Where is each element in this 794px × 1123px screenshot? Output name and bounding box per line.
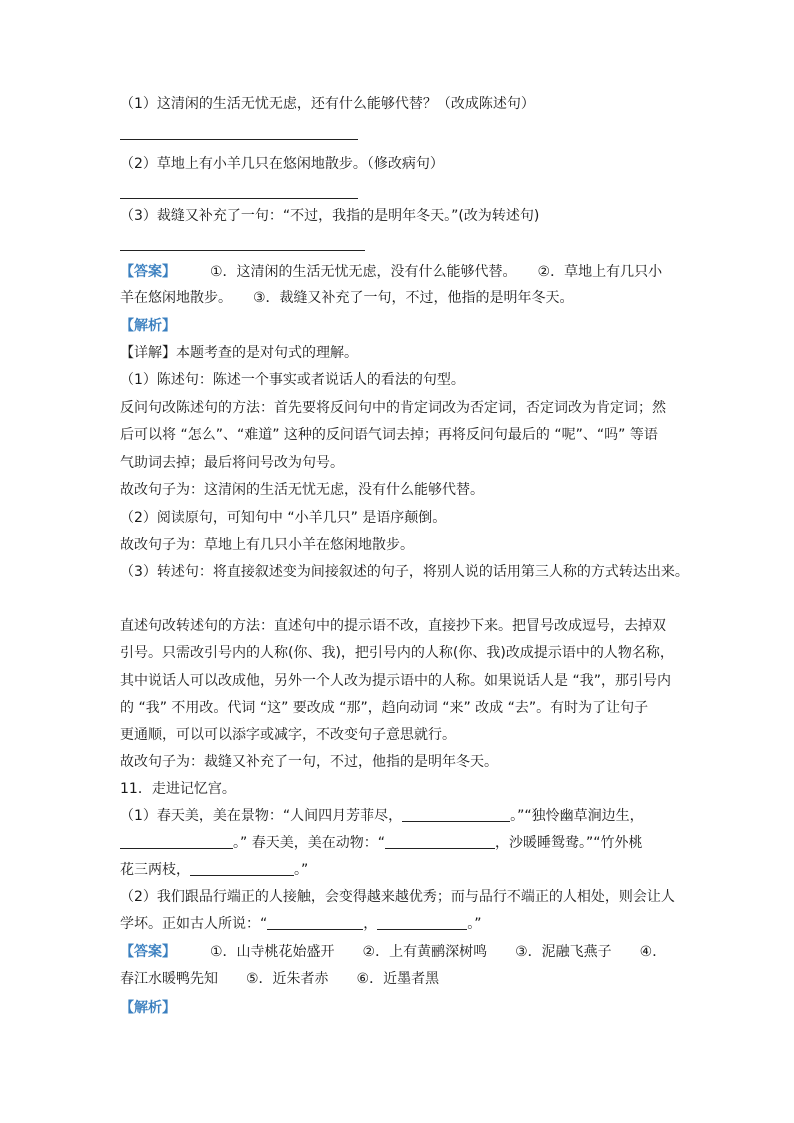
detail-line: 的 “我” 不用改。代词 “这” 要改成 “那”，趋向动词 “来” 改成 “去”。有时为了让句子 [120, 700, 649, 716]
answer-line: 春江水暖鸭先知 ⑤．近朱者赤 ⑥．近墨者黑 [120, 971, 440, 987]
detail-line: 引号。只需改引号内的人称(你、我)，把引号内的人称(你、我)改成提示语中的人物名称， [120, 645, 674, 661]
q11-line: 花三两枝， 。” [120, 862, 309, 878]
detail-line: 其中说话人可以改成他，另外一个人改为提示语中的人称。如果说话人是 “我”，那引号内 [120, 673, 671, 689]
answer-tag: 【答案】 [120, 264, 176, 280]
q11-title: 11．走进记忆宫。 [120, 781, 236, 797]
answer-blank-line [120, 198, 358, 199]
answer-text: ①．这清闲的生活无忧无虑，没有什么能够代替。 ②．草地上有几只小 [210, 264, 663, 280]
detail-line: 反问句改陈述句的方法：首先要将反问句中的肯定词改为否定词，否定词改为肯定词；然 [120, 400, 666, 416]
detail-line: 直述句改转述句的方法：直述句中的提示语不改，直接抄下来。把冒号改成逗号，去掉双 [120, 618, 666, 634]
detail-line: 更通顺，可以可以添字或减字，不改变句子意思就行。 [120, 727, 456, 743]
answer-text: ①．山寺桃花始盛开 ②．上有黄鹂深树鸣 ③．泥融飞燕子 ④． [210, 944, 667, 960]
q11-line: 学坏。正如古人所说：“ ， 。” [120, 916, 482, 932]
detail-line: （1）陈述句：陈述一个事实或者说话人的看法的句型。 [120, 372, 465, 388]
answer-line [120, 942, 666, 962]
fill-blank[interactable] [120, 834, 233, 849]
detail-line: 故改句子为：这清闲的生活无忧无虑，没有什么能够代替。 [120, 482, 484, 498]
detail-line: 故改句子为：裁缝又补充了一句，不过，他指的是明年冬天。 [120, 754, 498, 770]
q10-part1: （1）这清闲的生活无忧无虑，还有什么能够代替？（改成陈述句） [120, 96, 535, 112]
analysis-tag: 【解析】 [120, 1000, 176, 1016]
q11-line: 。” 春天美，美在动物：“ ，沙暖睡鸳鸯。”“竹外桃 [120, 833, 642, 853]
q10-part3: （3）裁缝又补充了一句：“不过，我指的是明年冬天。”(改为转述句) [120, 208, 540, 224]
fill-blank[interactable] [267, 915, 363, 930]
fill-blank[interactable] [402, 807, 510, 822]
q10-part2: （2）草地上有小羊几只在悠闲地散步。（修改病句） [120, 156, 444, 172]
detail-line: （3）转述句：将直接叙述变为间接叙述的句子，将别人说的话用第三人称的方式转达出来。 [120, 564, 689, 580]
detail-line: 故改句子为：草地上有几只小羊在悠闲地散步。 [120, 537, 414, 553]
answer-blank-line [120, 139, 358, 140]
analysis-tag: 【解析】 [120, 318, 176, 334]
fill-blank[interactable] [385, 834, 495, 849]
answer-line: 羊在悠闲地散步。 ③．裁缝又补充了一句，不过，他指的是明年冬天。 [120, 290, 574, 306]
fill-blank[interactable] [190, 861, 294, 876]
answer-blank-line [120, 250, 365, 251]
detail-line: 后可以将 “怎么”、“难道” 这种的反问语气词去掉；再将反问句最后的 “呢”、“吗” 等语 [120, 427, 658, 443]
detail-line: 气助词去掉；最后将问号改为句号。 [120, 455, 344, 471]
answer-tag: 【答案】 [120, 944, 176, 960]
detail-line: 【详解】本题考查的是对句式的理解。 [120, 345, 358, 361]
q11-line: （2）我们跟品行端正的人接触，会变得越来越优秀；而与品行不端正的人相处，则会让人 [120, 889, 675, 905]
answer-line [120, 262, 662, 282]
detail-line: （2）阅读原句，可知句中 “小羊几只” 是语序颠倒。 [120, 510, 447, 526]
fill-blank[interactable] [377, 915, 467, 930]
q11-line: （1）春天美，美在景物：“人间四月芳菲尽， 。”“独怜幽草涧边生， [120, 808, 644, 824]
